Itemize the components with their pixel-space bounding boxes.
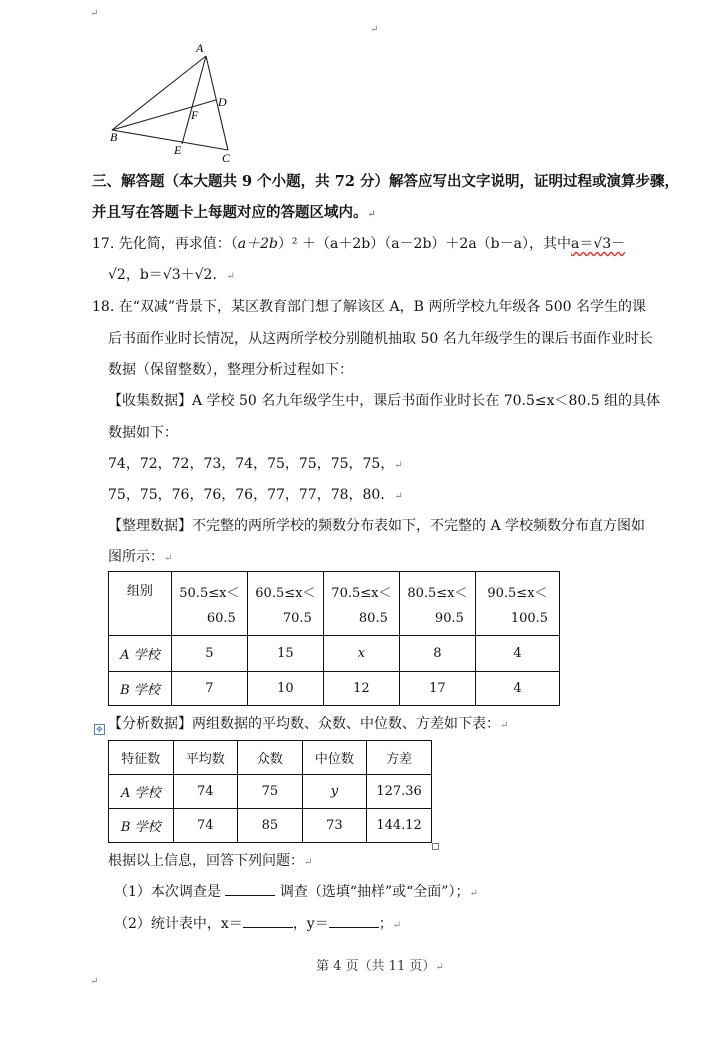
question-number: 17. <box>92 236 115 252</box>
collect-data-line2: 数据如下： <box>108 425 178 441</box>
table-cell: 众数 <box>238 741 303 775</box>
label-d: D <box>218 95 227 109</box>
segment-ae <box>182 56 206 144</box>
table-cell: 平均数 <box>173 741 238 775</box>
table-cell: 50.5≤x＜ 60.5 <box>171 572 247 636</box>
table-cell: 7 <box>171 672 247 706</box>
answer-intro: 根据以上信息，回答下列问题：↵ <box>108 853 313 869</box>
question-18-line2: 后书面作业时长情况，从这两所学校分别随机抽取 50 名九年级学生的课后书面作业时长 <box>108 331 653 347</box>
table-cell: 12 <box>323 672 399 706</box>
table-row <box>109 775 432 809</box>
sub-question-1: （1）本次调查是 调查（选填“抽样”或“全面”）；↵ <box>114 884 478 900</box>
table-cell: y <box>302 775 367 809</box>
answer-blank-x[interactable] <box>243 927 293 928</box>
segment-bc <box>112 130 228 150</box>
sub-question-2: （2）统计表中，x＝ ，y＝ ；↵ <box>114 916 402 932</box>
table-cell: 80.5≤x＜ 90.5 <box>399 572 475 636</box>
data-values-line2: 75，75，76，76，76，77，77，78，80．↵ <box>108 487 403 503</box>
table-cell: 中位数 <box>302 741 367 775</box>
table-cell: 17 <box>399 672 475 706</box>
table-cell: B 学校 <box>109 672 172 706</box>
table-cell: 8 <box>399 636 475 672</box>
data-values-line1: 74，72，72，73，74，75，75，75，75，↵ <box>108 456 403 472</box>
table-cell: 10 <box>247 672 323 706</box>
table-header-row <box>109 572 560 636</box>
table-cell: 60.5≤x＜ 70.5 <box>247 572 323 636</box>
section-heading-line1: 三、解答题（本大题共 9 个小题，共 72 分）解答应写出文字说明，证明过程或演算步骤， <box>92 173 679 190</box>
label-e: E <box>174 143 182 157</box>
answer-blank-survey[interactable] <box>225 895 275 896</box>
table-cell: 特征数 <box>109 741 174 775</box>
label-f: F <box>191 108 199 122</box>
table-cell: 4 <box>475 636 559 672</box>
table-row <box>109 809 432 843</box>
label-b: B <box>110 130 118 144</box>
label-c: C <box>222 151 231 165</box>
table-cell: 90.5≤x＜ 100.5 <box>475 572 559 636</box>
section-heading-line2: 并且写在答题卡上每题对应的答题区域内。↵ <box>92 204 376 221</box>
segment-bd <box>112 100 216 130</box>
paragraph-mark: ↵ <box>90 8 99 19</box>
table-row <box>109 636 560 672</box>
question-17-line2: √2，b＝√3＋√2．↵ <box>108 267 235 283</box>
table-header-row <box>109 741 432 775</box>
table-cell: 85 <box>238 809 303 843</box>
table-cell: A 学校 <box>109 636 172 672</box>
table-cell: 127.36 <box>367 775 432 809</box>
triangle-figure <box>100 38 250 168</box>
table-row <box>109 672 560 706</box>
organize-data-line1: 【整理数据】不完整的两所学校的频数分布表如下，不完整的 A 学校频数分布直方图如 <box>108 518 646 534</box>
statistics-table <box>108 740 432 843</box>
paragraph-mark: ↵ <box>90 976 99 987</box>
page-footer: 第 4 页（共 11 页）↵ <box>316 959 444 974</box>
question-18-line1: 18. 在“双减”背景下，某区教育部门想了解该区 A，B 两所学校九年级各 500 名学生的课 <box>92 299 646 315</box>
collect-data-line1: 【收集数据】A 学校 50 名九年级学生中，课后书面作业时长在 70.5≤x＜80.5 组的具体 <box>108 393 661 409</box>
table-cell: 75 <box>238 775 303 809</box>
table-cell: 5 <box>171 636 247 672</box>
table-cell: 73 <box>302 809 367 843</box>
question-18-line3: 数据（保留整数），整理分析过程如下： <box>108 362 353 378</box>
table-cell: 144.12 <box>367 809 432 843</box>
table-cell: 方差 <box>367 741 432 775</box>
table-resize-handle[interactable] <box>432 843 439 850</box>
table-move-handle-icon[interactable]: ✥ <box>94 724 105 735</box>
table-cell: 74 <box>173 809 238 843</box>
paragraph-mark: ↵ <box>370 24 379 35</box>
table-cell: 组别 <box>109 572 172 636</box>
question-number: 18. <box>92 299 115 315</box>
question-17-line1: 17. 先化简，再求值：（a＋2b）² ＋（a＋2b）（a－2b）＋2a（b－a），其中a＝√3－ <box>92 236 626 252</box>
table-cell: B 学校 <box>109 809 174 843</box>
table-cell: x <box>323 636 399 672</box>
table-cell: A 学校 <box>109 775 174 809</box>
analyze-data-line: 【分析数据】两组数据的平均数、众数、中位数、方差如下表：↵ <box>108 716 509 732</box>
organize-data-line2: 图所示：↵ <box>108 549 173 565</box>
table-cell: 15 <box>247 636 323 672</box>
table-cell: 4 <box>475 672 559 706</box>
table-cell: 74 <box>173 775 238 809</box>
answer-blank-y[interactable] <box>329 927 379 928</box>
table-cell: 70.5≤x＜ 80.5 <box>323 572 399 636</box>
frequency-table <box>108 571 560 706</box>
label-a: A <box>196 41 204 55</box>
